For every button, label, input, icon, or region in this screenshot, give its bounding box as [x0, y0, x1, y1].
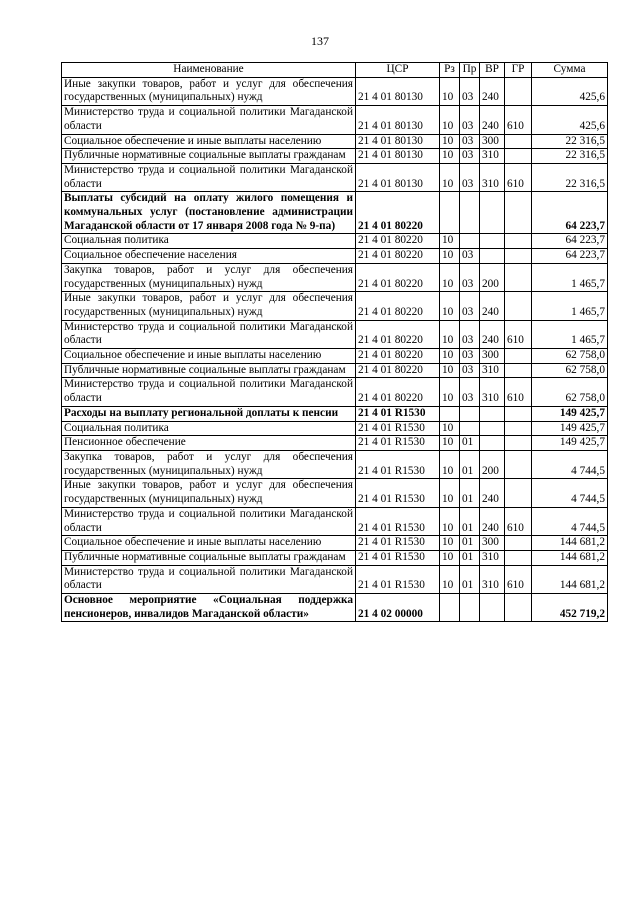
cell-vr: 310 [480, 565, 505, 593]
cell-rz: 10 [440, 349, 460, 364]
cell-rz: 10 [440, 363, 460, 378]
cell-rz: 10 [440, 565, 460, 593]
cell-csr: 21 4 01 80130 [356, 77, 440, 105]
cell-rz: 10 [440, 436, 460, 451]
table-row [62, 507, 608, 535]
cell-pr: 03 [460, 292, 480, 320]
cell-sum: 149 425,7 [532, 436, 608, 451]
cell-name: Иные закупки товаров, работ и услуг для обеспечения государственных (муниципальных) нужд [62, 292, 356, 320]
cell-gr [505, 263, 532, 291]
cell-gr: 610 [505, 507, 532, 535]
cell-rz: 10 [440, 163, 460, 191]
cell-vr [480, 421, 505, 436]
cell-vr: 200 [480, 263, 505, 291]
cell-pr: 03 [460, 149, 480, 164]
cell-rz: 10 [440, 263, 460, 291]
cell-vr: 240 [480, 507, 505, 535]
cell-vr: 200 [480, 450, 505, 478]
cell-rz: 10 [440, 536, 460, 551]
cell-vr: 310 [480, 149, 505, 164]
cell-vr: 240 [480, 292, 505, 320]
cell-vr: 240 [480, 106, 505, 134]
table-row [62, 263, 608, 291]
cell-pr: 03 [460, 363, 480, 378]
cell-pr: 03 [460, 320, 480, 348]
table-row [62, 106, 608, 134]
table-row [62, 378, 608, 406]
cell-gr [505, 421, 532, 436]
cell-rz: 10 [440, 106, 460, 134]
cell-pr: 01 [460, 450, 480, 478]
header-pr: Пр [460, 63, 480, 78]
budget-table [61, 62, 608, 622]
cell-sum: 22 316,5 [532, 134, 608, 149]
cell-rz: 10 [440, 479, 460, 507]
cell-vr: 310 [480, 163, 505, 191]
table-row [62, 406, 608, 421]
cell-gr [505, 406, 532, 421]
cell-rz: 10 [440, 378, 460, 406]
cell-gr [505, 550, 532, 565]
cell-rz: 10 [440, 234, 460, 249]
cell-name: Социальная политика [62, 234, 356, 249]
table-row [62, 192, 608, 234]
cell-vr [480, 234, 505, 249]
cell-name: Публичные нормативные социальные выплаты гражданам [62, 149, 356, 164]
header-vr: ВР [480, 63, 505, 78]
cell-name: Социальное обеспечение населения [62, 249, 356, 264]
table-row [62, 234, 608, 249]
cell-vr: 310 [480, 550, 505, 565]
cell-sum: 62 758,0 [532, 363, 608, 378]
cell-pr: 01 [460, 479, 480, 507]
cell-rz [440, 192, 460, 234]
table-row [62, 349, 608, 364]
cell-name: Социальная политика [62, 421, 356, 436]
cell-csr: 21 4 02 00000 [356, 594, 440, 622]
cell-sum: 1 465,7 [532, 320, 608, 348]
table-row [62, 292, 608, 320]
cell-csr: 21 4 01 80220 [356, 292, 440, 320]
cell-csr: 21 4 01 80220 [356, 192, 440, 234]
cell-vr [480, 594, 505, 622]
cell-rz [440, 406, 460, 421]
cell-gr [505, 134, 532, 149]
page-number: 137 [311, 34, 329, 48]
cell-pr: 03 [460, 106, 480, 134]
cell-gr [505, 450, 532, 478]
table-row [62, 565, 608, 593]
cell-vr [480, 192, 505, 234]
cell-sum: 22 316,5 [532, 163, 608, 191]
cell-pr [460, 594, 480, 622]
cell-rz: 10 [440, 292, 460, 320]
cell-sum: 1 465,7 [532, 263, 608, 291]
cell-gr [505, 249, 532, 264]
cell-sum: 425,6 [532, 106, 608, 134]
cell-csr: 21 4 01 R1530 [356, 536, 440, 551]
table-row [62, 536, 608, 551]
cell-csr: 21 4 01 R1530 [356, 421, 440, 436]
cell-gr: 610 [505, 163, 532, 191]
cell-sum: 144 681,2 [532, 536, 608, 551]
cell-csr: 21 4 01 80130 [356, 106, 440, 134]
cell-name: Социальное обеспечение и иные выплаты населению [62, 536, 356, 551]
table-row [62, 134, 608, 149]
cell-csr: 21 4 01 R1530 [356, 436, 440, 451]
cell-gr [505, 479, 532, 507]
table-row [62, 363, 608, 378]
cell-sum: 425,6 [532, 77, 608, 105]
cell-csr: 21 4 01 R1530 [356, 565, 440, 593]
cell-sum: 64 223,7 [532, 192, 608, 234]
cell-name: Закупка товаров, работ и услуг для обеспечения государственных (муниципальных) нужд [62, 450, 356, 478]
cell-gr [505, 77, 532, 105]
cell-name: Иные закупки товаров, работ и услуг для обеспечения государственных (муниципальных) нужд [62, 479, 356, 507]
cell-pr [460, 421, 480, 436]
table-row [62, 77, 608, 105]
cell-csr: 21 4 01 R1530 [356, 450, 440, 478]
cell-rz: 10 [440, 149, 460, 164]
cell-name: Министерство труда и социальной политики Магаданской области [62, 378, 356, 406]
cell-gr: 610 [505, 378, 532, 406]
table-row [62, 594, 608, 622]
cell-rz: 10 [440, 450, 460, 478]
table-row [62, 249, 608, 264]
cell-sum: 4 744,5 [532, 479, 608, 507]
cell-pr: 03 [460, 263, 480, 291]
cell-pr [460, 192, 480, 234]
cell-sum: 149 425,7 [532, 421, 608, 436]
cell-name: Министерство труда и социальной политики Магаданской области [62, 163, 356, 191]
cell-pr: 01 [460, 436, 480, 451]
cell-csr: 21 4 01 R1530 [356, 507, 440, 535]
cell-csr: 21 4 01 R1530 [356, 479, 440, 507]
cell-gr [505, 192, 532, 234]
cell-vr: 300 [480, 536, 505, 551]
cell-vr: 240 [480, 479, 505, 507]
cell-gr [505, 436, 532, 451]
cell-name: Министерство труда и социальной политики Магаданской области [62, 320, 356, 348]
cell-name: Расходы на выплату региональной доплаты к пенсии [62, 406, 356, 421]
cell-pr: 01 [460, 507, 480, 535]
table-row [62, 320, 608, 348]
cell-pr [460, 406, 480, 421]
cell-csr: 21 4 01 80220 [356, 263, 440, 291]
cell-sum: 4 744,5 [532, 507, 608, 535]
cell-name: Иные закупки товаров, работ и услуг для обеспечения государственных (муниципальных) нужд [62, 77, 356, 105]
cell-vr: 300 [480, 349, 505, 364]
table-row [62, 436, 608, 451]
cell-pr: 03 [460, 378, 480, 406]
cell-vr: 240 [480, 77, 505, 105]
cell-gr [505, 292, 532, 320]
cell-csr: 21 4 01 R1530 [356, 550, 440, 565]
cell-name: Основное мероприятие «Социальная поддержка пенсионеров, инвалидов Магаданской области» [62, 594, 356, 622]
cell-csr: 21 4 01 80130 [356, 149, 440, 164]
cell-name: Публичные нормативные социальные выплаты гражданам [62, 363, 356, 378]
cell-csr: 21 4 01 80130 [356, 134, 440, 149]
cell-pr: 03 [460, 163, 480, 191]
cell-rz: 10 [440, 249, 460, 264]
table-row [62, 450, 608, 478]
table-body [62, 77, 608, 622]
cell-csr: 21 4 01 80220 [356, 349, 440, 364]
cell-vr: 310 [480, 363, 505, 378]
cell-gr [505, 149, 532, 164]
cell-sum: 64 223,7 [532, 249, 608, 264]
cell-gr [505, 363, 532, 378]
cell-rz: 10 [440, 550, 460, 565]
cell-sum: 452 719,2 [532, 594, 608, 622]
cell-pr: 01 [460, 536, 480, 551]
cell-rz: 10 [440, 320, 460, 348]
cell-sum: 144 681,2 [532, 565, 608, 593]
cell-gr [505, 594, 532, 622]
cell-csr: 21 4 01 R1530 [356, 406, 440, 421]
cell-gr: 610 [505, 106, 532, 134]
cell-rz: 10 [440, 507, 460, 535]
cell-pr [460, 234, 480, 249]
cell-name: Министерство труда и социальной политики Магаданской области [62, 507, 356, 535]
cell-gr: 610 [505, 565, 532, 593]
cell-rz: 10 [440, 421, 460, 436]
cell-csr: 21 4 01 80220 [356, 249, 440, 264]
cell-pr: 01 [460, 565, 480, 593]
table-row [62, 550, 608, 565]
cell-gr [505, 536, 532, 551]
cell-csr: 21 4 01 80220 [356, 320, 440, 348]
cell-csr: 21 4 01 80130 [356, 163, 440, 191]
header-gr: ГР [505, 63, 532, 78]
cell-csr: 21 4 01 80220 [356, 363, 440, 378]
cell-vr [480, 436, 505, 451]
cell-name: Министерство труда и социальной политики Магаданской области [62, 565, 356, 593]
cell-csr: 21 4 01 80220 [356, 378, 440, 406]
cell-name: Закупка товаров, работ и услуг для обеспечения государственных (муниципальных) нужд [62, 263, 356, 291]
cell-vr: 310 [480, 378, 505, 406]
cell-sum: 144 681,2 [532, 550, 608, 565]
header-csr: ЦСР [356, 63, 440, 78]
cell-vr [480, 249, 505, 264]
cell-vr: 300 [480, 134, 505, 149]
cell-gr [505, 349, 532, 364]
cell-pr: 03 [460, 134, 480, 149]
cell-rz [440, 594, 460, 622]
table-row [62, 479, 608, 507]
cell-name: Выплаты субсидий на оплату жилого помещения и коммунальных услуг (постановление администрации Магаданской области от 17 января 2008 года № 9-па) [62, 192, 356, 234]
cell-csr: 21 4 01 80220 [356, 234, 440, 249]
cell-sum: 62 758,0 [532, 349, 608, 364]
cell-sum: 4 744,5 [532, 450, 608, 478]
cell-rz: 10 [440, 134, 460, 149]
table-row [62, 421, 608, 436]
cell-sum: 22 316,5 [532, 149, 608, 164]
cell-sum: 64 223,7 [532, 234, 608, 249]
cell-vr [480, 406, 505, 421]
cell-pr: 03 [460, 77, 480, 105]
header-name: Наименование [62, 63, 356, 78]
cell-pr: 03 [460, 249, 480, 264]
table-row [62, 149, 608, 164]
cell-name: Социальное обеспечение и иные выплаты населению [62, 349, 356, 364]
cell-sum: 1 465,7 [532, 292, 608, 320]
header-rz: Рз [440, 63, 460, 78]
cell-pr: 03 [460, 349, 480, 364]
cell-name: Социальное обеспечение и иные выплаты населению [62, 134, 356, 149]
table-header-row [62, 63, 608, 78]
cell-sum: 149 425,7 [532, 406, 608, 421]
cell-vr: 240 [480, 320, 505, 348]
cell-gr [505, 234, 532, 249]
cell-rz: 10 [440, 77, 460, 105]
cell-gr: 610 [505, 320, 532, 348]
cell-name: Министерство труда и социальной политики Магаданской области [62, 106, 356, 134]
header-sum: Сумма [532, 63, 608, 78]
cell-name: Пенсионное обеспечение [62, 436, 356, 451]
cell-sum: 62 758,0 [532, 378, 608, 406]
cell-pr: 01 [460, 550, 480, 565]
cell-name: Публичные нормативные социальные выплаты гражданам [62, 550, 356, 565]
table-row [62, 163, 608, 191]
